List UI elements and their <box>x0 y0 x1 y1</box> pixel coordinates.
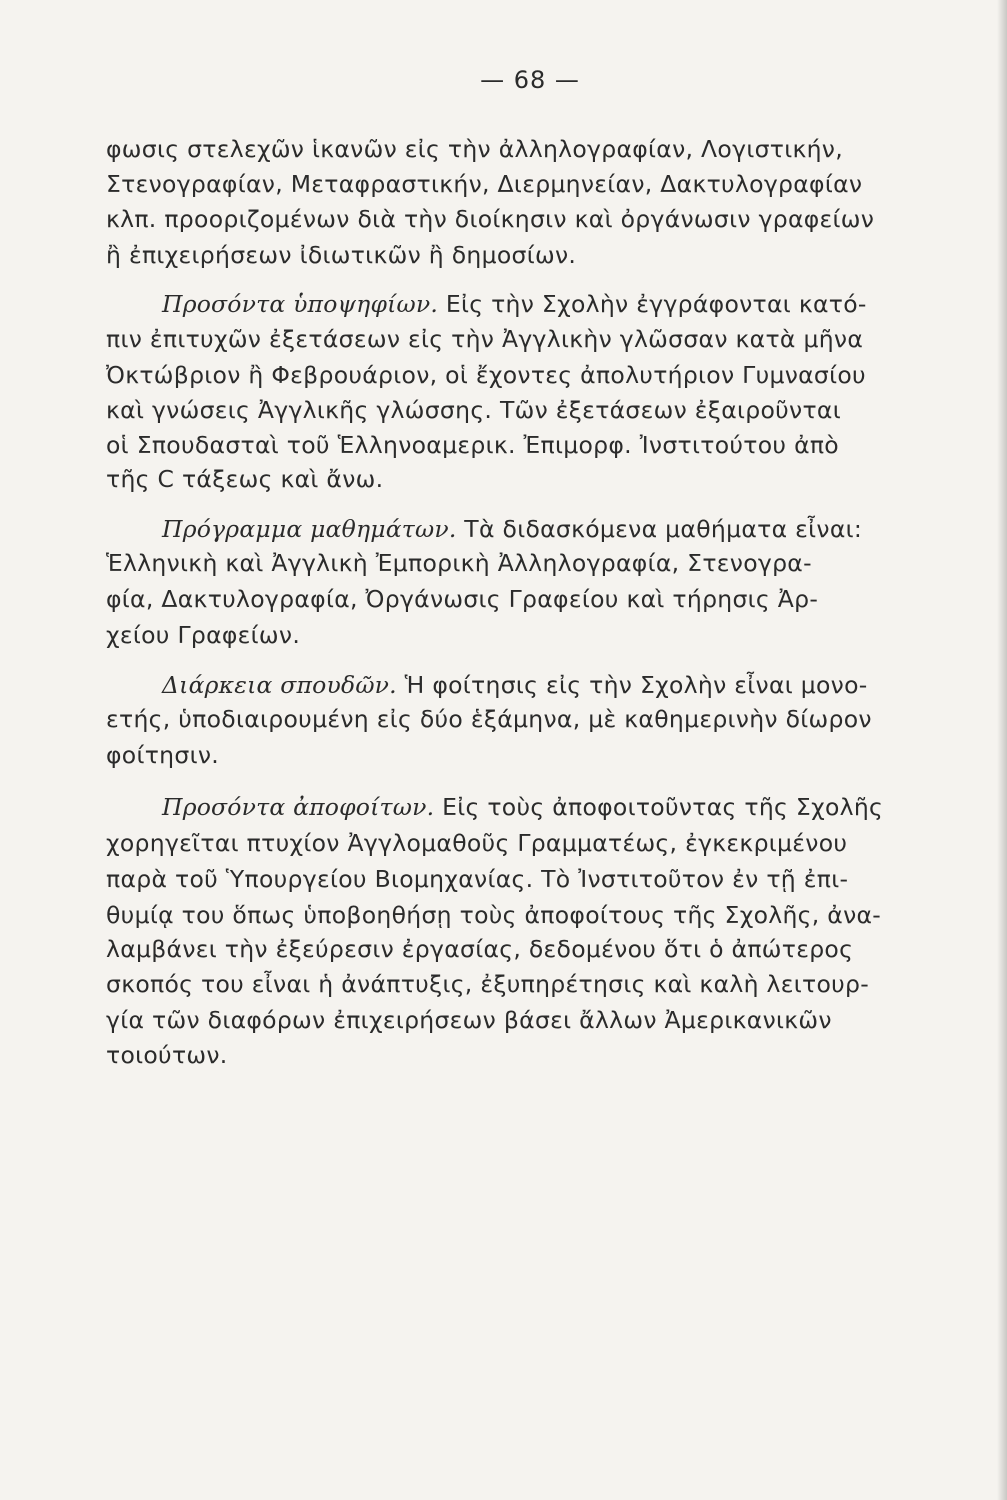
heading-programma-mathimaton: Πρόγραμμα μαθημάτων. <box>162 515 457 543</box>
heading-proposonta-ypopsifion: Προσόντα ὑποψηφίων. <box>162 290 439 318</box>
page-number: — 68 — <box>480 66 580 94</box>
text-line: γία τῶν διαφόρων ἐπιχειρήσεων βάσει ἄλλων Ἀμερικανικῶν <box>106 1006 832 1034</box>
text-line: Ἑλληνικὴ καὶ Ἀγγλικὴ Ἐμπορικὴ Ἀλληλογραφία, Στενογρα- <box>106 549 812 577</box>
text-line: φοίτησιν. <box>106 741 220 769</box>
text-line: λαμβάνει τὴν ἐξεύρεσιν ἐργασίας, δεδομένου ὅτι ὁ ἀπώτερος <box>106 935 854 963</box>
text-line: Στενογραφίαν, Μεταφραστικήν, Διερμηνείαν, Δακτυλογραφίαν <box>106 170 863 198</box>
text-line: φία, Δακτυλογραφία, Ὀργάνωσις Γραφείου καὶ τήρησις Ἀρ- <box>106 585 819 613</box>
text-line: τοιούτων. <box>106 1041 228 1069</box>
heading-diarkeia-spoudon: Διάρκεια σπουδῶν. <box>162 671 397 699</box>
text-line: χορηγεῖται πτυχίον Ἀγγλομαθοῦς Γραμματέως, ἐγκεκριμένου <box>106 829 848 857</box>
text-line: σκοπός του εἶναι ἡ ἀνάπτυξις, ἐξυπηρέτησις καὶ καλὴ λειτουρ- <box>106 970 870 998</box>
text-line: οἱ Σπουδασταὶ τοῦ Ἑλληνοαμερικ. Ἐπιμορφ. Ἰνστιτούτου ἀπὸ <box>106 431 839 459</box>
text-line: φωσις στελεχῶν ἱκανῶν εἰς τὴν ἀλληλογραφίαν, Λογιστικήν, <box>106 135 844 163</box>
text-line: τῆς C τάξεως καὶ ἄνω. <box>106 465 384 493</box>
text-line: παρὰ τοῦ Ὑπουργείου Βιομηχανίας. Τὸ Ἰνστιτοῦτον ἐν τῇ ἐπι- <box>106 865 849 893</box>
text-line: Ἡ φοίτησις εἰς τὴν Σχολὴν εἶναι μονο- <box>404 671 868 699</box>
text-line: Εἰς τοὺς ἀποφοιτοῦντας τῆς Σχολῆς <box>442 793 884 821</box>
paragraph-line <box>106 790 966 824</box>
paragraph-line <box>106 287 966 321</box>
page-edge-shadow <box>997 0 1007 1500</box>
text-line: Εἰς τὴν Σχολὴν ἐγγράφονται κατό- <box>445 290 867 318</box>
text-line: καὶ γνώσεις Ἀγγλικῆς γλώσσης. Τῶν ἐξετάσεων ἐξαιροῦνται <box>106 396 841 424</box>
text-line: θυμίᾳ του ὅπως ὑποβοηθήσῃ τοὺς ἀποφοίτους τῆς Σχολῆς, ἀνα- <box>106 901 882 929</box>
text-line: ετής, ὑποδιαιρουμένη εἰς δύο ἑξάμηνα, μὲ καθημερινὴν δίωρον <box>106 705 872 733</box>
text-line: Τὰ διδασκόμενα μαθήματα εἶναι: <box>464 515 863 543</box>
heading-proposonta-apofoiton: Προσόντα ἀποφοίτων. <box>162 793 435 821</box>
text-line: κλπ. προοριζομένων διὰ τὴν διοίκησιν καὶ ὀργάνωσιν γραφείων <box>106 205 875 233</box>
text-line: Ὀκτώβριον ἢ Φεβρουάριον, οἱ ἔχοντες ἀπολυτήριον Γυμνασίου <box>106 361 866 389</box>
paragraph-line <box>106 512 966 546</box>
text-line: πιν ἐπιτυχῶν ἐξετάσεων εἰς τὴν Ἀγγλικὴν γλῶσσαν κατὰ μῆνα <box>106 325 864 353</box>
text-line: ἢ ἐπιχειρήσεων ἰδιωτικῶν ἢ δημοσίων. <box>106 241 577 269</box>
text-line: χείου Γραφείων. <box>106 621 301 649</box>
paragraph-line <box>106 668 966 702</box>
